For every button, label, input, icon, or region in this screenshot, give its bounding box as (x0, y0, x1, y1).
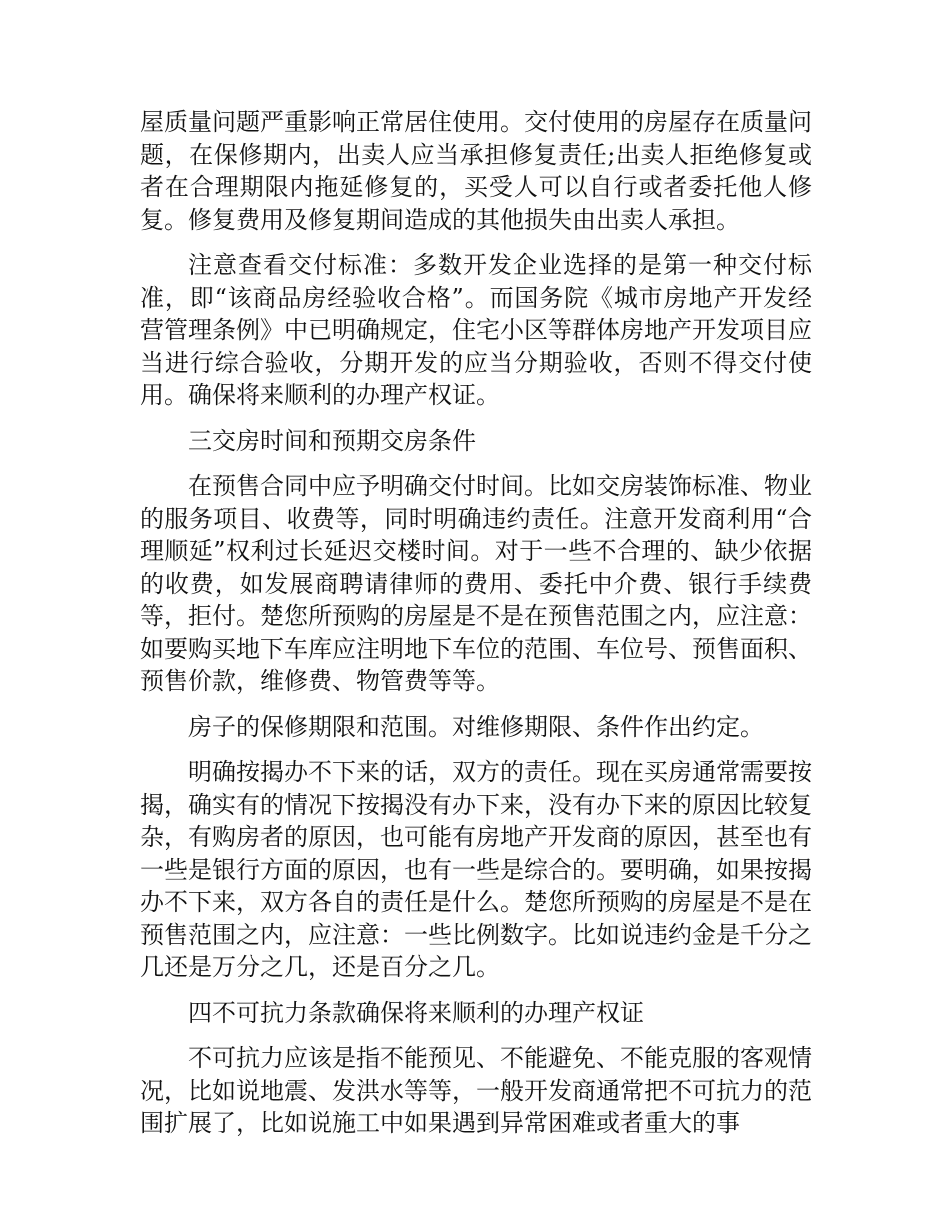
paragraph-8: 不可抗力应该是指不能预见、不能避免、不能克服的客观情况，比如说地震、发洪水等等，一般开发商通常把不可抗力的范围扩展了，比如说施工中如果遇到异常困难或者重大的事 (140, 1044, 812, 1137)
paragraph-4: 在预售合同中应予明确交付时间。比如交房装饰标准、物业的服务项目、收费等，同时明确违约责任。注意开发商利用“合理顺延”权利过长延迟交楼时间。对于一些不合理的、缺少依据的收费，如发展商聘请律师的费用、委托中介费、银行手续费等，拒付。楚您所预购的房屋是不是在预售范围之内，应注意：如要购买地下车库应注明地下车位的范围、车位号、预售面积、预售价款，维修费、物管费等等。 (140, 472, 812, 695)
paragraph-2: 注意查看交付标准：多数开发企业选择的是第一种交付标准，即“该商品房经验收合格”。而国务院《城市房地产开发经营管理条例》中已明确规定，住宅小区等群体房地产开发项目应当进行综合验收，分期开发的应当分期验收，否则不得交付使用。确保将来顺利的办理产权证。 (140, 251, 812, 409)
paragraph-6: 明确按揭办不下来的话，双方的责任。现在买房通常需要按揭，确实有的情况下按揭没有办下来，没有办下来的原因比较复杂，有购房者的原因，也可能有房地产开发商的原因，甚至也有一些是银行方面的原因，也有一些是综合的。要明确，如果按揭办不下来，双方各自的责任是什么。楚您所预购的房屋是不是在预售范围之内，应注意：一些比例数字。比如说违约金是千分之几还是万分之几，还是百分之几。 (140, 758, 812, 981)
document-page (140, 106, 812, 1153)
paragraph-1: 屋质量问题严重影响正常居住使用。交付使用的房屋存在质量问题，在保修期内，出卖人应当承担修复责任;出卖人拒绝修复或者在合理期限内拖延修复的，买受人可以自行或者委托他人修复。修复费用及修复期间造成的其他损失由出卖人承担。 (140, 108, 812, 234)
section-heading-4: 四不可抗力条款确保将来顺利的办理产权证 (188, 998, 644, 1027)
paragraph-5: 房子的保修期限和范围。对维修期限、条件作出约定。 (188, 712, 764, 741)
section-heading-3: 三交房时间和预期交房条件 (188, 426, 476, 455)
